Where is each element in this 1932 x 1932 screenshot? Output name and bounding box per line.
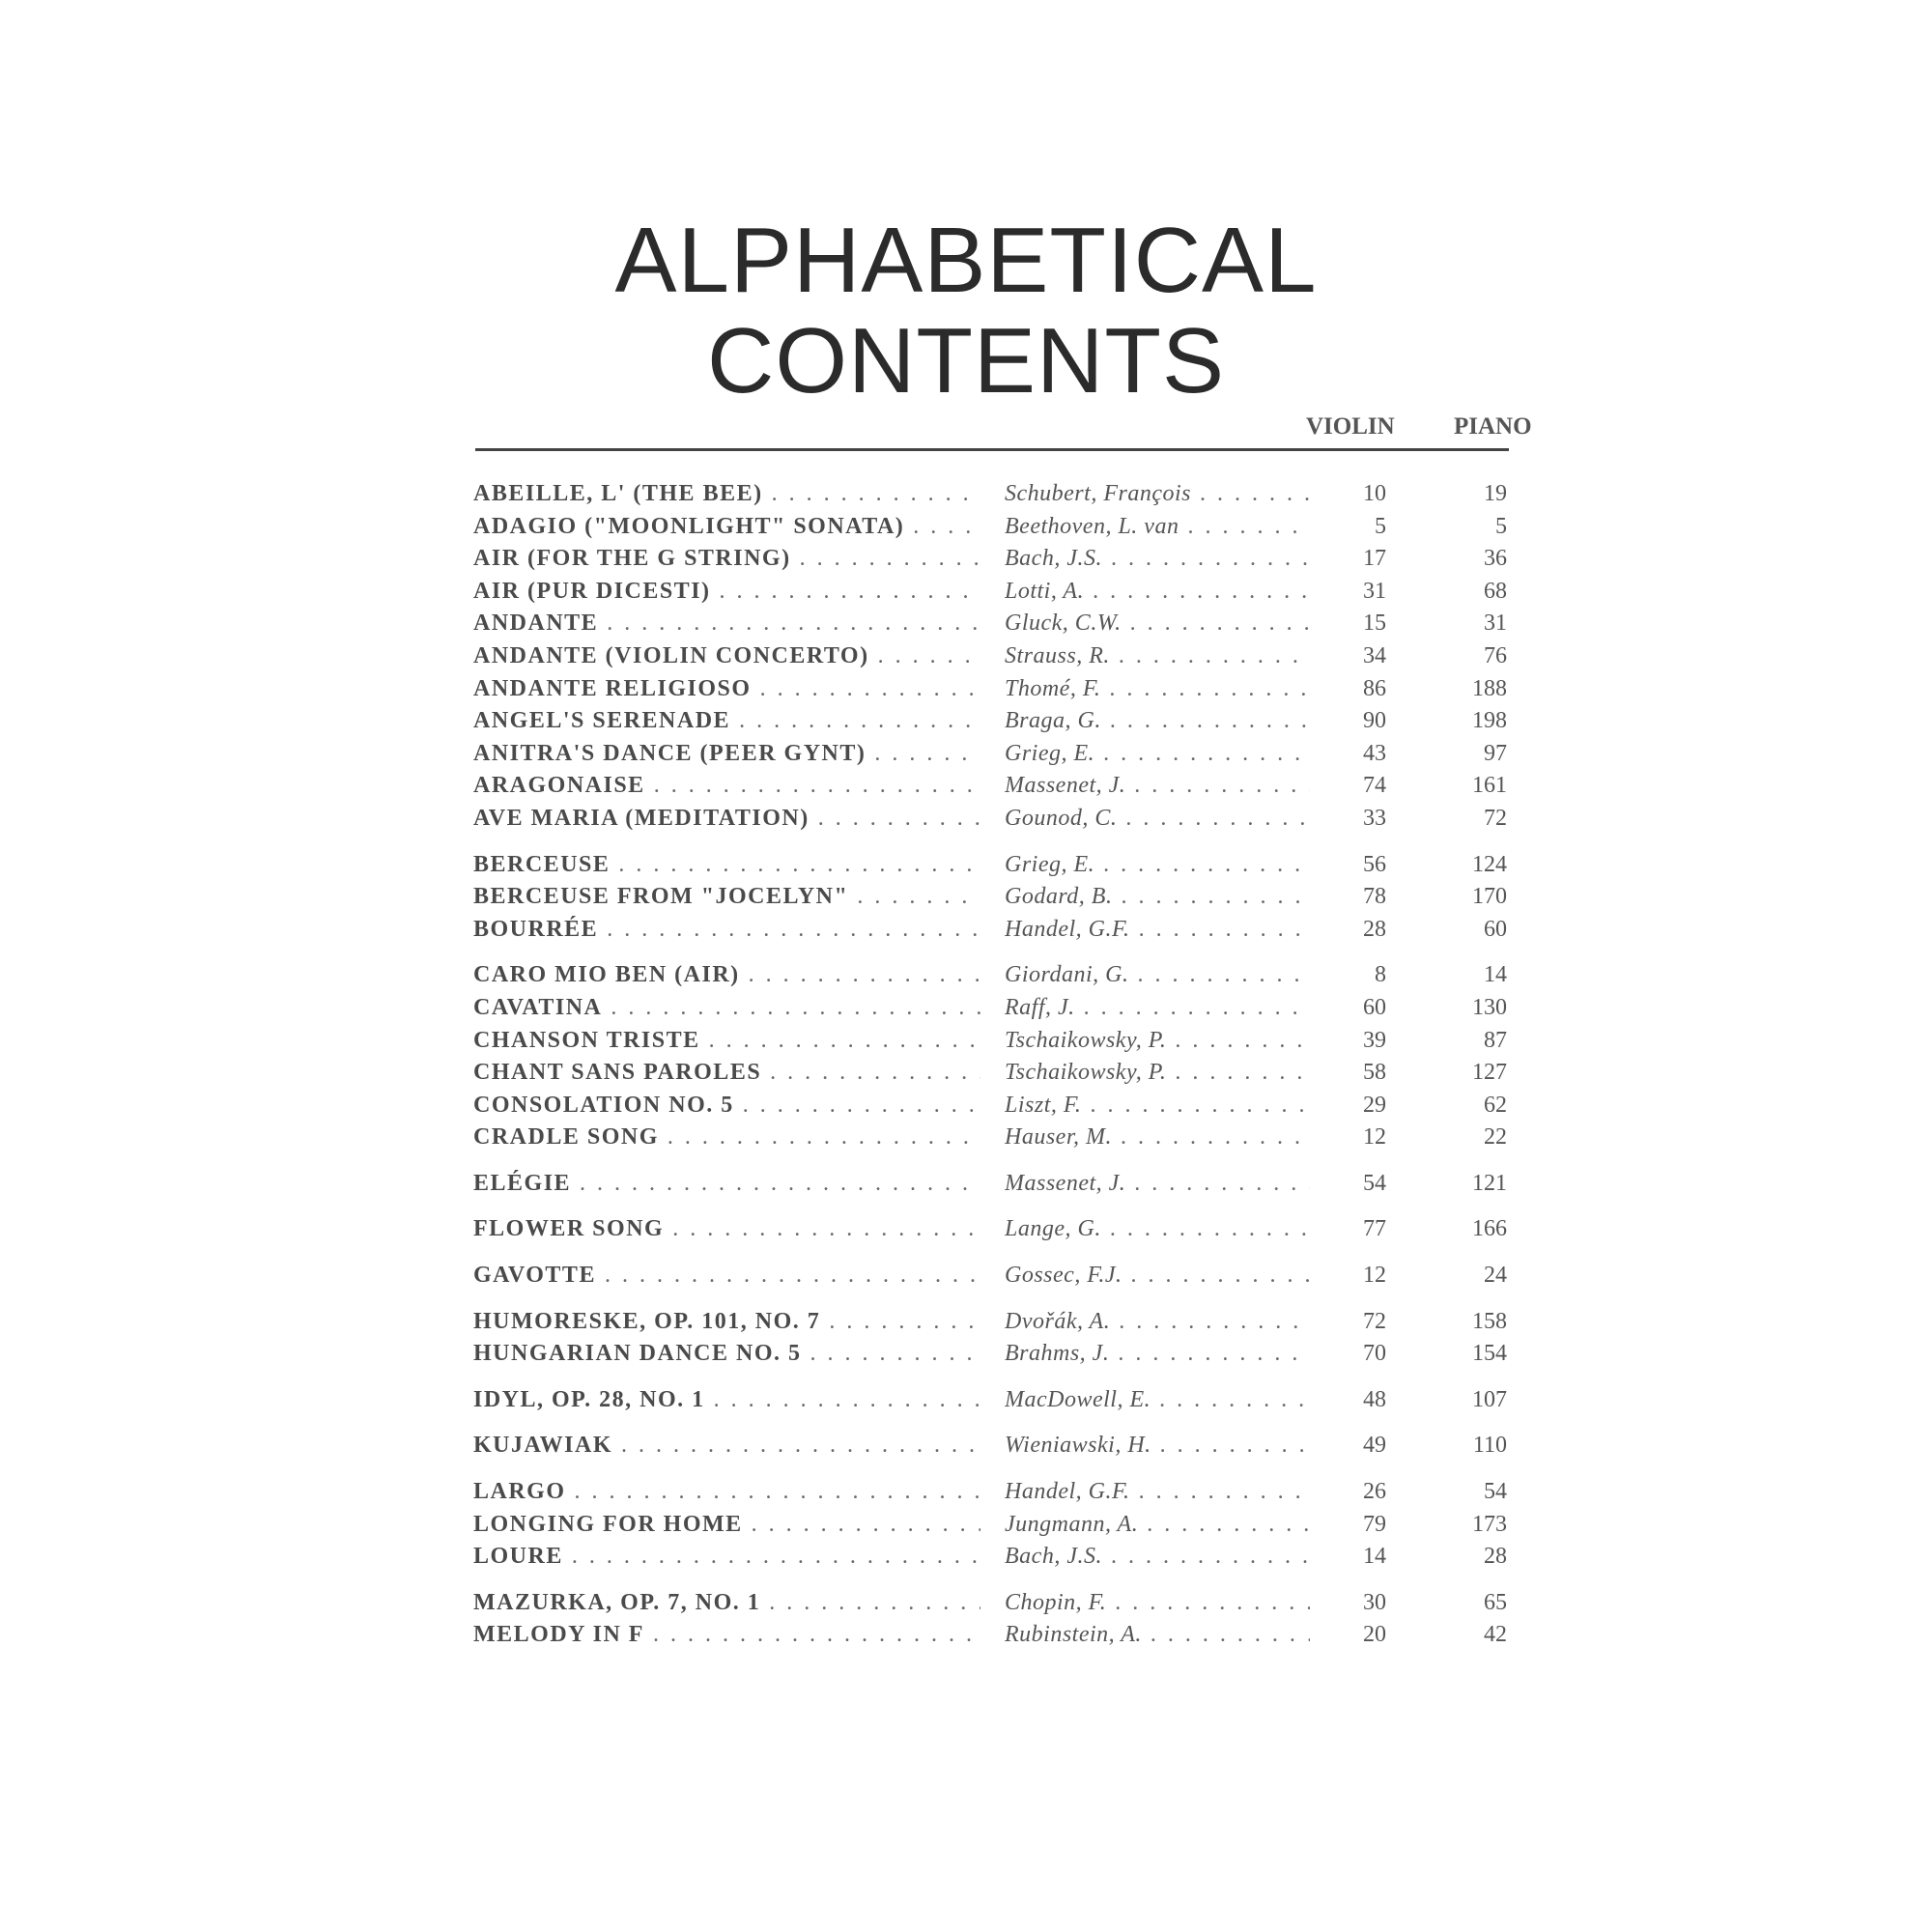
contents-entry [473,1025,1521,1058]
entry-composer: Wieniawski, H. . . . [1005,1430,1310,1463]
entry-violin-page: 79 [1363,1511,1386,1537]
letter-group [473,1260,1521,1293]
entry-title: BERCEUSE . . . [473,849,980,882]
entry-piano-page: 110 [1472,1433,1507,1459]
page-title-line-2: CONTENTS [707,309,1225,412]
contents-entry [473,1090,1521,1122]
violin-column-header: VIOLIN [1306,413,1395,440]
entry-violin-page: 34 [1363,642,1386,668]
entry-composer: Chopin, F. . . . [1005,1587,1310,1620]
entry-piano-page: 124 [1472,851,1507,877]
contents-entry [473,1306,1521,1339]
entry-piano-page: 198 [1472,708,1507,734]
letter-group [473,959,1521,1154]
entry-composer: Handel, G.F. . . . [1005,1476,1310,1509]
entry-violin-page: 17 [1363,546,1386,572]
entry-piano-page: 54 [1484,1479,1507,1505]
entry-violin-page: 29 [1363,1092,1386,1118]
entry-composer: Handel, G.F. . . . [1005,914,1310,947]
entry-piano-page: 36 [1484,546,1507,572]
entry-composer: Grieg, E. . . . [1005,738,1310,771]
entry-composer: Lange, G. . . . [1005,1213,1310,1246]
entry-title: BOURRÉE . . . [473,914,980,947]
entry-violin-page: 58 [1363,1060,1386,1086]
entry-title: HUMORESKE, OP. 101, NO. 7 . . . [473,1306,980,1339]
entry-violin-page: 70 [1363,1341,1386,1367]
contents-entry [473,1430,1521,1463]
contents-entry [473,1541,1521,1574]
entry-violin-page: 56 [1363,851,1386,877]
entry-violin-page: 48 [1363,1386,1386,1412]
entry-composer: Bach, J.S. . . . [1005,543,1310,576]
contents-entry [473,1168,1521,1201]
entry-piano-page: 28 [1484,1544,1507,1570]
contents-entry [473,738,1521,771]
contents-entry [473,608,1521,640]
entry-composer: Braga, G. . . . [1005,705,1310,738]
entry-piano-page: 87 [1484,1027,1507,1053]
entry-violin-page: 5 [1375,513,1386,539]
entry-composer: Gounod, C. . . . [1005,803,1310,836]
entry-title: AIR (PUR DICESTI) . . . [473,576,980,609]
entry-composer: Tschaikowsky, P. . . . [1005,1057,1310,1090]
entry-piano-page: 24 [1484,1263,1507,1289]
entry-title: LONGING FOR HOME . . . [473,1509,980,1542]
entry-piano-page: 154 [1472,1341,1507,1367]
entry-piano-page: 65 [1484,1589,1507,1615]
entry-piano-page: 19 [1484,481,1507,506]
entry-violin-page: 30 [1363,1589,1386,1615]
entry-title: FLOWER SONG . . . [473,1213,980,1246]
entry-title: CARO MIO BEN (AIR) . . . [473,959,980,992]
header-rule [475,448,1509,451]
contents-entry [473,1213,1521,1246]
entry-title: CAVATINA . . . [473,992,980,1025]
entry-composer: Giordani, G. . . . [1005,959,1310,992]
contents-entry [473,576,1521,609]
contents-entry [473,1122,1521,1154]
entry-title: ABEILLE, L' (THE BEE) . . . [473,478,980,511]
contents-entry [473,673,1521,706]
letter-group [473,1306,1521,1371]
entry-violin-page: 33 [1363,805,1386,831]
contents-entry [473,543,1521,576]
entry-composer: Bach, J.S. . . . [1005,1541,1310,1574]
entry-title: AVE MARIA (MEDITATION) . . . [473,803,980,836]
entry-piano-page: 107 [1472,1386,1507,1412]
contents-entry [473,1509,1521,1542]
contents-entry [473,511,1521,544]
entry-violin-page: 43 [1363,740,1386,766]
entry-violin-page: 12 [1363,1124,1386,1151]
letter-group [473,1587,1521,1652]
entry-violin-page: 78 [1363,884,1386,910]
entry-title: LOURE . . . [473,1541,980,1574]
entry-violin-page: 90 [1363,708,1386,734]
entry-piano-page: 42 [1484,1622,1507,1648]
entry-title: AIR (FOR THE G STRING) . . . [473,543,980,576]
entry-piano-page: 121 [1472,1170,1507,1196]
entry-title: IDYL, OP. 28, NO. 1 . . . [473,1384,980,1417]
contents-entry [473,1057,1521,1090]
entry-title: ADAGIO ("MOONLIGHT" SONATA) . . . [473,511,980,544]
contents-entry [473,770,1521,803]
entry-composer: Rubinstein, A. . . . [1005,1619,1310,1652]
entry-composer: Strauss, R. . . . [1005,640,1310,673]
contents-entry [473,849,1521,882]
entry-composer: Hauser, M. . . . [1005,1122,1310,1154]
contents-entry [473,705,1521,738]
entry-piano-page: 62 [1484,1092,1507,1118]
entry-piano-page: 72 [1484,805,1507,831]
entry-composer: Beethoven, L. van . . . [1005,511,1310,544]
entry-violin-page: 26 [1363,1479,1386,1505]
entry-violin-page: 39 [1363,1027,1386,1053]
contents-entry [473,881,1521,914]
entry-piano-page: 22 [1484,1124,1507,1151]
entry-violin-page: 14 [1363,1544,1386,1570]
entry-title: CHANSON TRISTE . . . [473,1025,980,1058]
entry-composer: Liszt, F. . . . [1005,1090,1310,1122]
entry-composer: MacDowell, E. . . . [1005,1384,1310,1417]
entry-piano-page: 158 [1472,1308,1507,1334]
entry-composer: Massenet, J. . . . [1005,770,1310,803]
entry-piano-page: 60 [1484,916,1507,942]
entry-composer: Dvořák, A. . . . [1005,1306,1310,1339]
letter-group [473,478,1521,836]
entry-title: KUJAWIAK . . . [473,1430,980,1463]
contents-entry [473,914,1521,947]
entry-piano-page: 97 [1484,740,1507,766]
entry-violin-page: 72 [1363,1308,1386,1334]
entry-composer: Grieg, E. . . . [1005,849,1310,882]
contents-entry [473,1384,1521,1417]
entry-violin-page: 31 [1363,578,1386,604]
entry-piano-page: 14 [1484,962,1507,988]
letter-group [473,1384,1521,1417]
contents-entry [473,1338,1521,1371]
contents-entry [473,803,1521,836]
entry-violin-page: 12 [1363,1263,1386,1289]
entry-title: GAVOTTE . . . [473,1260,980,1293]
entry-piano-page: 5 [1495,513,1507,539]
contents-entry [473,640,1521,673]
entry-title: BERCEUSE FROM "JOCELYN" . . . [473,881,980,914]
entry-title: CRADLE SONG . . . [473,1122,980,1154]
entry-title: ANGEL'S SERENADE . . . [473,705,980,738]
contents-list [473,478,1521,1665]
entry-violin-page: 74 [1363,773,1386,799]
contents-entry [473,959,1521,992]
contents-entry [473,478,1521,511]
entry-composer: Lotti, A. . . . [1005,576,1310,609]
entry-composer: Massenet, J. . . . [1005,1168,1310,1201]
entry-piano-page: 166 [1472,1216,1507,1242]
entry-piano-page: 127 [1472,1060,1507,1086]
entry-title: ELÉGIE . . . [473,1168,980,1201]
entry-title: ANDANTE . . . [473,608,980,640]
piano-column-header: PIANO [1454,413,1532,440]
entry-composer: Tschaikowsky, P. . . . [1005,1025,1310,1058]
entry-title: CONSOLATION NO. 5 . . . [473,1090,980,1122]
contents-entry [473,1619,1521,1652]
entry-composer: Godard, B. . . . [1005,881,1310,914]
entry-composer: Brahms, J. . . . [1005,1338,1310,1371]
page-title [0,211,1932,412]
entry-violin-page: 28 [1363,916,1386,942]
entry-violin-page: 20 [1363,1622,1386,1648]
letter-group [473,1168,1521,1201]
entry-title: ANDANTE (VIOLIN CONCERTO) . . . [473,640,980,673]
entry-composer: Raff, J. . . . [1005,992,1310,1025]
entry-violin-page: 8 [1375,962,1386,988]
letter-group [473,1213,1521,1246]
entry-title: ANDANTE RELIGIOSO . . . [473,673,980,706]
entry-composer: Schubert, François . . . [1005,478,1310,511]
entry-composer: Thomé, F. . . . [1005,673,1310,706]
contents-entry [473,1260,1521,1293]
entry-violin-page: 49 [1363,1433,1386,1459]
entry-violin-page: 54 [1363,1170,1386,1196]
letter-group [473,849,1521,947]
entry-composer: Jungmann, A. . . . [1005,1509,1310,1542]
entry-title: ARAGONAISE . . . [473,770,980,803]
entry-piano-page: 173 [1472,1511,1507,1537]
contents-entry [473,1587,1521,1620]
entry-composer: Gossec, F.J. . . . [1005,1260,1310,1293]
entry-violin-page: 60 [1363,994,1386,1020]
entry-piano-page: 170 [1472,884,1507,910]
entry-violin-page: 10 [1363,481,1386,506]
letter-group [473,1430,1521,1463]
page-title-line-1: ALPHABETICAL [614,209,1318,312]
entry-violin-page: 86 [1363,675,1386,701]
entry-title: MELODY IN F . . . [473,1619,980,1652]
entry-piano-page: 188 [1472,675,1507,701]
letter-group [473,1476,1521,1574]
entry-title: CHANT SANS PAROLES . . . [473,1057,980,1090]
contents-entry [473,992,1521,1025]
contents-entry [473,1476,1521,1509]
entry-title: HUNGARIAN DANCE NO. 5 . . . [473,1338,980,1371]
entry-piano-page: 161 [1472,773,1507,799]
entry-title: LARGO . . . [473,1476,980,1509]
entry-piano-page: 31 [1484,611,1507,637]
entry-piano-page: 68 [1484,578,1507,604]
entry-piano-page: 76 [1484,642,1507,668]
entry-composer: Gluck, C.W. . . . [1005,608,1310,640]
entry-violin-page: 77 [1363,1216,1386,1242]
entry-violin-page: 15 [1363,611,1386,637]
entry-title: ANITRA'S DANCE (PEER GYNT) . . . [473,738,980,771]
entry-title: MAZURKA, OP. 7, NO. 1 . . . [473,1587,980,1620]
entry-piano-page: 130 [1472,994,1507,1020]
